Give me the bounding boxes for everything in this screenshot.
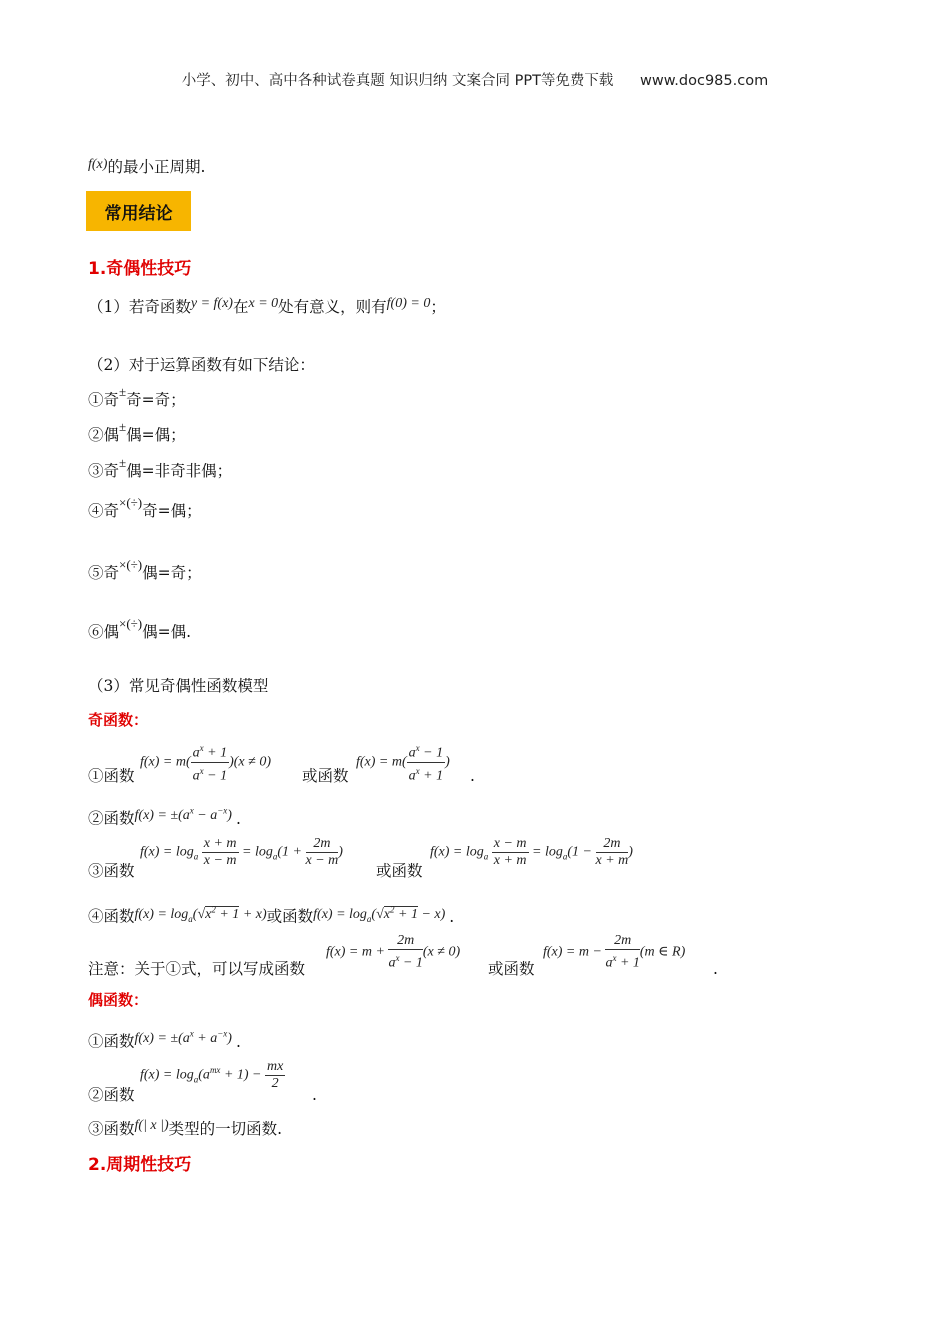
even-f3-math: f(| x |) [134, 1118, 169, 1133]
even-f3-pre: ③函数 [88, 1120, 135, 1138]
even-f1 [88, 1028, 241, 1054]
paragraph-1 [88, 297, 446, 319]
p1-text-d: ； [430, 298, 446, 316]
section-1-title: 1.奇偶性技巧 [88, 259, 192, 279]
rule-4-a: ④奇 [88, 502, 120, 520]
odd-f1-end: . [470, 767, 475, 785]
odd-f4-formula-b: $f(x) = \log_a(√x^2 + 1 - x)$ [313, 904, 446, 924]
odd-f1-formula-b: f(x) = m( $\frac{a^x - 1}{a^x + 1}$ ) [356, 740, 450, 784]
odd-f4-end: . [449, 907, 455, 926]
rule-1-op: ± [119, 384, 127, 399]
odd-f3-formula-a: $f(x) = \log_a$ $\frac{x + m}{x - m}$ = $\log_a(1$ + $\frac{2m}{x - m}$ ) [140, 836, 343, 868]
even-f1-end: . [235, 1032, 241, 1051]
odd-f3-formula-b: $f(x) = \log_a$ $\frac{x - m}{x + m}$ = $\log_a(1$ − $\frac{2m}{x + m}$ ) [430, 836, 633, 868]
rule-2-a: ②偶 [88, 426, 120, 444]
rule-5-b: 偶=奇； [142, 564, 202, 582]
even-f2-formula: $f(x) = \log_a(a^{mx} + 1)$ − $\frac{mx}{2}$ [140, 1059, 284, 1091]
rule-6-a: ⑥偶 [88, 623, 120, 641]
even-function-label: 偶函数： [88, 991, 149, 1009]
p1-text-b: 在 [232, 298, 249, 316]
odd-f4 [88, 903, 454, 932]
odd-note-formula-b: f(x) = m − $\frac{2m}{a^x + 1}$ (m ∈ R) [543, 933, 686, 971]
rule-5 [88, 557, 202, 584]
intro-line [88, 157, 205, 179]
even-f3 [88, 1119, 282, 1141]
odd-f1-formula-a: f(x) = m( $\frac{a^x + 1}{a^x - 1}$ )(x ≠ 0) [140, 740, 271, 784]
page-header [0, 69, 950, 90]
rule-6-op: ×(÷) [119, 616, 143, 631]
rule-1-b: 奇=奇； [126, 391, 186, 409]
rule-4 [88, 495, 202, 522]
odd-f2-pre: ②函数 [88, 809, 135, 828]
p1-math-1: y = f(x) [190, 296, 233, 311]
odd-f3-pre: ③函数 [88, 862, 135, 880]
odd-f2-end: . [235, 809, 241, 828]
odd-function-label: 奇函数： [88, 711, 149, 729]
odd-f3-or: 或函数 [376, 862, 423, 880]
odd-f1-or: 或函数 [302, 767, 349, 785]
odd-f4-or: 或函数 [266, 907, 314, 926]
rule-2-op: ± [119, 419, 127, 434]
rule-3 [88, 455, 233, 482]
section-box-title: 常用结论 [86, 191, 191, 231]
odd-note-end: . [713, 960, 718, 978]
odd-note-pre: 注意：关于①式，可以写成函数 [88, 960, 306, 978]
rule-1 [88, 384, 186, 411]
rule-4-op: ×(÷) [119, 495, 143, 510]
rule-2-b: 偶=偶； [126, 426, 186, 444]
rule-6-b: 偶=偶. [142, 623, 192, 641]
rule-2 [88, 419, 186, 446]
odd-note-formula-a: f(x) = m + $\frac{2m}{a^x - 1}$ (x ≠ 0) [326, 933, 461, 971]
rule-6 [88, 616, 192, 643]
p1-math-2: x = 0 [248, 296, 279, 311]
rule-5-a: ⑤奇 [88, 564, 120, 582]
rule-3-b: 偶=非奇非偶； [126, 462, 233, 480]
p1-math-3: f(0) = 0 [386, 296, 431, 311]
intro-text: 的最小正周期. [107, 158, 206, 176]
odd-f4-formula-a: $f(x) = \log_a(√x^2 + 1 + x)$ [134, 904, 267, 924]
odd-f1-pre: ①函数 [88, 767, 135, 785]
paragraph-2: （2）对于运算函数有如下结论： [88, 356, 315, 374]
odd-f2-formula: $f(x) = \pm(a^x - a^{-x})$ [134, 805, 232, 823]
header-text: 小学、初中、高中各种试卷真题 知识归纳 文案合同 PPT等免费下载 [181, 73, 614, 89]
paragraph-3: （3）常见奇偶性函数模型 [88, 677, 269, 695]
odd-f2 [88, 805, 241, 831]
odd-f2-math: f(x) = ±(a [134, 807, 190, 823]
even-f3-post: 类型的一切函数. [168, 1120, 283, 1138]
rule-1-a: ①奇 [88, 391, 120, 409]
intro-fx: f(x) [88, 157, 108, 172]
odd-f4-math-1: f(x) = log [134, 906, 189, 922]
even-f1-formula: $f(x) = \pm(a^x + a^{-x})$ [134, 1028, 232, 1046]
p1-text-a: （1）若奇函数 [88, 298, 191, 316]
even-f1-pre: ①函数 [88, 1032, 135, 1051]
even-f2-end: . [312, 1086, 317, 1104]
odd-note-or: 或函数 [488, 960, 535, 978]
rule-4-b: 奇=偶； [142, 502, 202, 520]
even-f2-pre: ②函数 [88, 1086, 135, 1104]
odd-f4-pre: ④函数 [88, 907, 135, 926]
header-url[interactable]: www.doc985.com [640, 73, 769, 89]
rule-5-op: ×(÷) [119, 557, 143, 572]
p1-text-c: 处有意义，则有 [278, 298, 387, 316]
section-2-title: 2.周期性技巧 [88, 1155, 192, 1175]
rule-3-op: ± [119, 455, 127, 470]
rule-3-a: ③奇 [88, 462, 120, 480]
